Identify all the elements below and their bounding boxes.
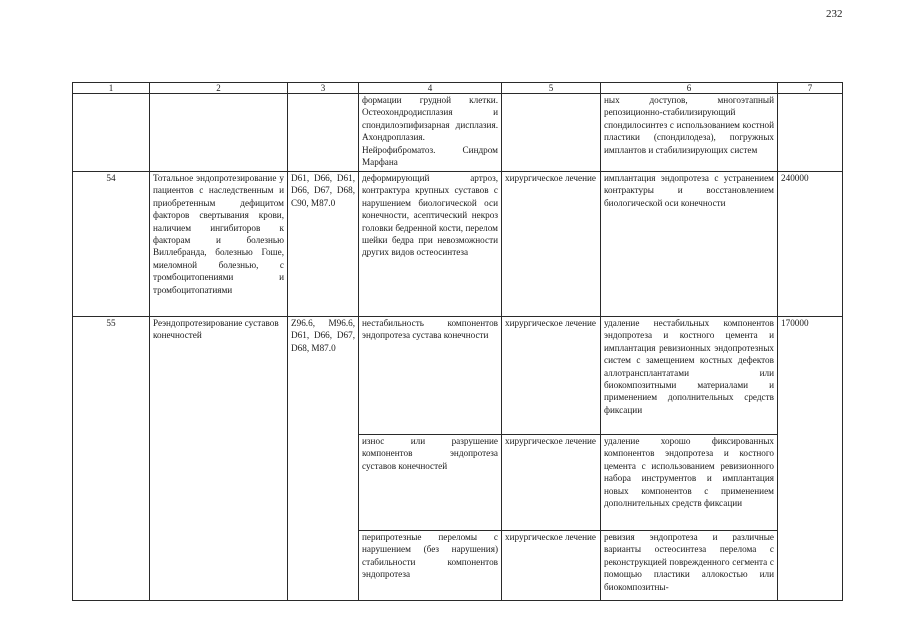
- treatment-type: хирургическое лечение: [502, 531, 601, 601]
- treatment-type: хирургическое лечение: [502, 317, 601, 435]
- patient-model: деформирующий артроз, контрактура крупных суставов с нарушением биологической оси конечности, асептический некроз головки бедренной кости, перелом шейки бедра при невозможности других видов остеосинтеза: [359, 172, 502, 317]
- column-header-7: 7: [778, 83, 843, 94]
- patient-model: перипротезные переломы с нарушением (без нарушения) стабильности компонентов эндопротеза: [359, 531, 502, 601]
- icd-codes: D61, D66, D61, D66, D67, D68, C90, M87.0: [288, 172, 359, 317]
- icd-codes: Z96.6, M96.6, D61, D66, D67, D68, M87.0: [288, 317, 359, 601]
- continuation-model-cell: формации грудной клетки. Остеохондродисплазия и спондилоэпифизарная дисплазия. Ахондроплазия. Нейрофиброматоз. Синдром Марфана: [359, 94, 502, 172]
- treatment-method: ревизия эндопротеза и различные варианты остеосинтеза перелома с реконструкцией поврежденного сегмента с помощью пластики аллокостью или биокомпозитны-: [601, 531, 778, 601]
- treatment-type: хирургическое лечение: [502, 172, 601, 317]
- continuation-method-cell: ных доступов, многоэтапный репозиционно-стабилизирующий спондилосинтез с использованием костной пластики (спондилодеза), погружных имплантов и стабилизирующих систем: [601, 94, 778, 172]
- table-row-54: [73, 172, 843, 317]
- patient-model: нестабильность компонентов эндопротеза сустава конечности: [359, 317, 502, 435]
- page-number: 232: [826, 8, 843, 20]
- cost-value: 240000: [778, 172, 843, 317]
- cost-value: 170000: [778, 317, 843, 601]
- table-row-55: [73, 317, 843, 435]
- column-header-2: 2: [150, 83, 288, 94]
- column-header-4: 4: [359, 83, 502, 94]
- treatment-method: удаление нестабильных компонентов эндопротеза и костного цемента и имплантация ревизионных эндопротезных систем с замещением костных дефектов аллотрансплантатами или биокомпозитными материалами и применением дополнительных средств фиксации: [601, 317, 778, 435]
- column-header-1: 1: [73, 83, 150, 94]
- treatment-method: имплантация эндопротеза с устранением контрактуры и восстановлением биологической оси конечности: [601, 172, 778, 317]
- treatment-table: [72, 82, 843, 601]
- patient-model: износ или разрушение компонентов эндопротеза суставов конечностей: [359, 435, 502, 531]
- treatment-type: хирургическое лечение: [502, 435, 601, 531]
- intervention-name: Тотальное эндопротезирование у пациентов с наследственным и приобретенным дефицитом факторов свертывания крови, наличием ингибиторов к факторам и болезнью Виллебранда, болезнью Гоше, миеломной болезнью, с тромбоцитопениями и тромбоцитопатиями: [150, 172, 288, 317]
- row-number: 54: [73, 172, 150, 317]
- column-header-5: 5: [502, 83, 601, 94]
- treatment-method: удаление хорошо фиксированных компонентов эндопротеза и костного цемента с использованием ревизионного набора инструментов и имплантация новых компонентов с применением дополнительных средств фиксации: [601, 435, 778, 531]
- continuation-row: [73, 94, 843, 172]
- column-header-6: 6: [601, 83, 778, 94]
- row-number: 55: [73, 317, 150, 601]
- header-row: [73, 83, 843, 94]
- column-header-3: 3: [288, 83, 359, 94]
- intervention-name: Реэндопротезирование суставов конечностей: [150, 317, 288, 601]
